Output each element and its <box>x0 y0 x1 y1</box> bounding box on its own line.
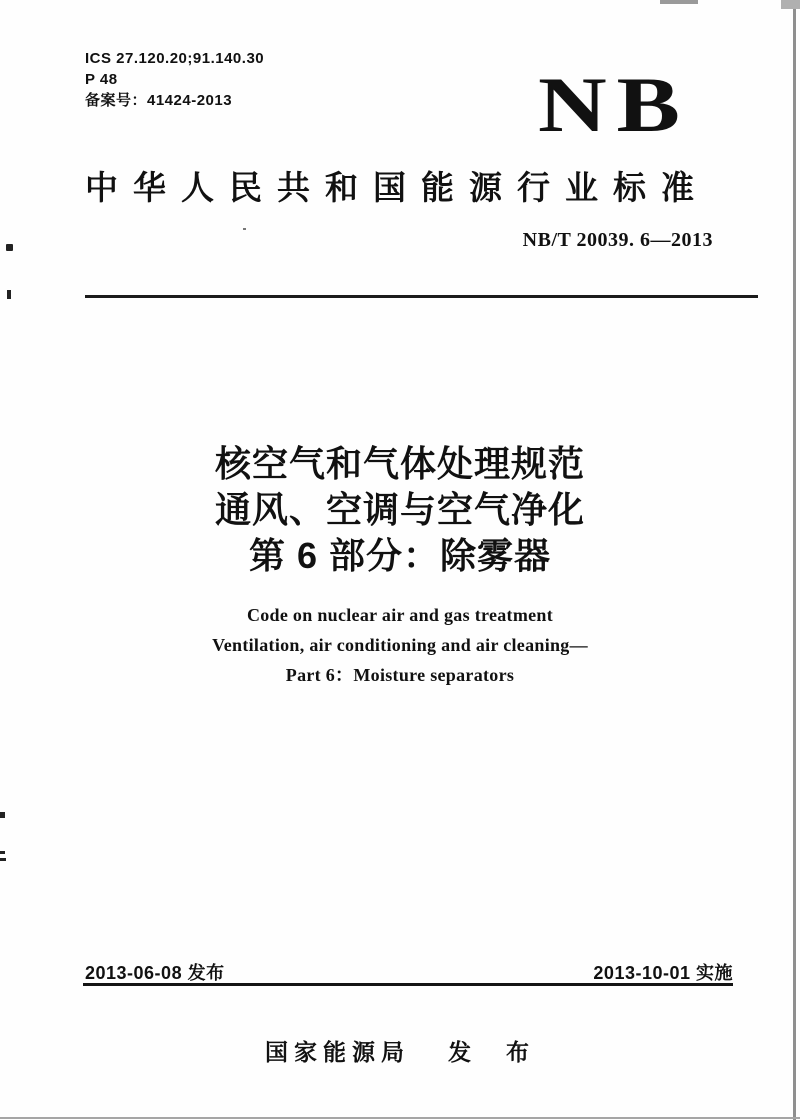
scan-ink-mark <box>7 290 11 299</box>
nb-logo: NB <box>538 61 690 148</box>
implement-date: 2013-10-01 实施 <box>593 963 733 983</box>
scan-ink-mark <box>6 244 13 251</box>
title-en-line3: Part 6：Moisture separators <box>285 665 515 685</box>
standard-category-label: 中华人民共和国能源行业标准 <box>85 169 709 206</box>
scan-ink-mark <box>0 812 5 818</box>
scan-smudge-top <box>660 0 698 4</box>
ics-code: ICS 27.120.20;91.140.30 <box>85 50 265 67</box>
scan-edge-bottom <box>0 1117 800 1119</box>
issue-date: 2013-06-08 发布 <box>85 963 225 983</box>
scan-edge-right <box>793 4 796 1120</box>
title-en-line2: Ventilation, air conditioning and air cleaning— <box>212 635 588 655</box>
scan-smudge-corner <box>781 0 800 9</box>
date-row <box>85 959 733 985</box>
publish-action-label: 发 布 <box>448 1039 535 1065</box>
title-chinese <box>0 441 800 579</box>
standard-number: NB/T 20039. 6—2013 <box>522 229 713 251</box>
title-en-line1: Code on nuclear air and gas treatment <box>246 605 554 625</box>
record-number: 备案号：41424-2013 <box>85 92 233 109</box>
title-cn-line2: 通风、空调与空气净化 <box>214 489 585 530</box>
class-code: P 48 <box>85 71 118 88</box>
scan-ink-mark <box>0 851 5 854</box>
publisher-row <box>0 1034 800 1067</box>
title-cn-line1: 核空气和气体处理规范 <box>214 443 585 484</box>
footer-divider <box>83 983 733 986</box>
document-meta <box>85 48 264 111</box>
scan-ink-mark <box>0 858 6 861</box>
title-cn-line3: 第 6 部分：除雾器 <box>248 535 552 576</box>
title-english <box>0 600 800 690</box>
publisher-name: 国家能源局 <box>265 1039 410 1065</box>
scan-ink-mark <box>243 228 246 230</box>
masthead-divider <box>85 295 758 298</box>
